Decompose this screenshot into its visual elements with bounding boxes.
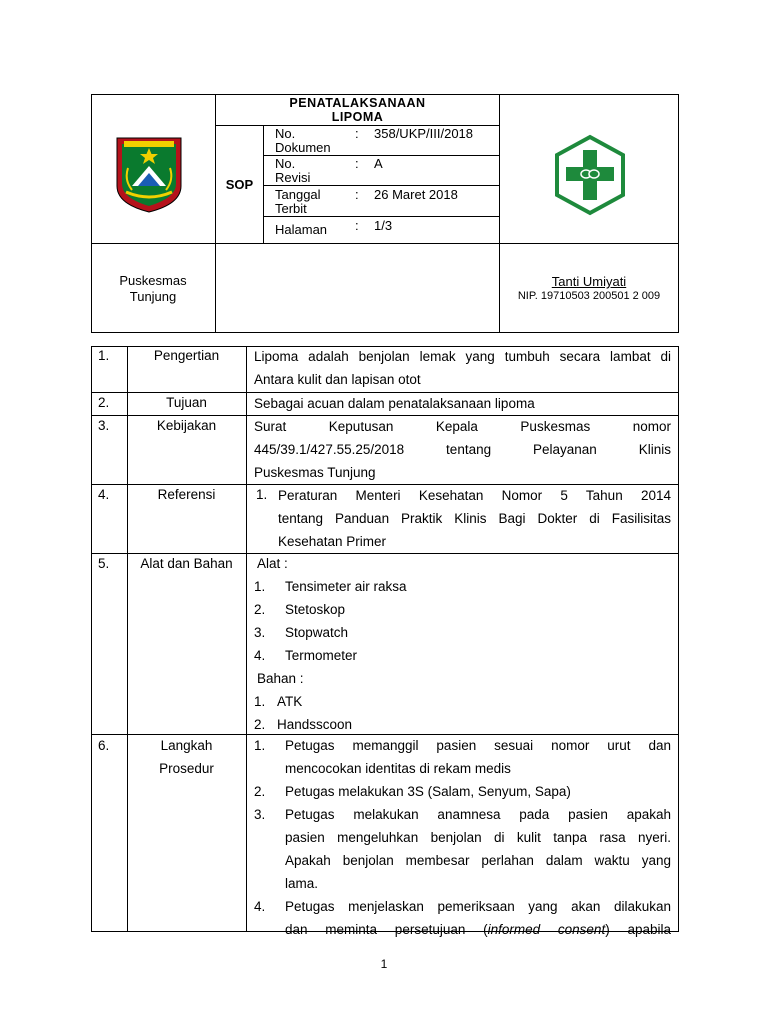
document-title-line2: LIPOMA [331, 110, 384, 124]
step-number: 1. [254, 738, 266, 753]
list-number: 2. [254, 602, 266, 617]
list-number: 1. [254, 579, 266, 594]
list-item: ATK [277, 694, 303, 709]
row-title: Langkah [160, 738, 213, 753]
step-text-line: Petugas melakukan 3S (Salam, Senyum, Sapa) [285, 784, 571, 799]
meta-label: Terbit [275, 201, 307, 216]
step-text-line: pasien mengeluhkan benjolan di kulit tanpa rasa nyeri. [285, 830, 671, 845]
row-number: 1. [98, 348, 110, 363]
step-text-italic: informed consent [487, 922, 606, 937]
alat-label: Alat : [257, 556, 288, 571]
organization-name-line1: Puskesmas [119, 273, 187, 288]
list-number: 1. [254, 694, 266, 709]
meta-value: A [374, 156, 383, 171]
signer-nip: NIP. 19710503 200501 2 009 [517, 290, 661, 302]
meta-value: 358/UKP/III/2018 [374, 126, 474, 141]
step-text-fragment: ) apabila [605, 922, 671, 937]
step-text-line: Petugas memanggil pasien sesuai nomor urut dan [285, 738, 671, 753]
meta-colon: : [355, 126, 359, 141]
row-number: 2. [98, 395, 110, 410]
step-number: 4. [254, 899, 266, 914]
list-number: 1. [256, 487, 268, 502]
step-text-line: Petugas menjelaskan pemeriksaan yang akan dilakukan [285, 899, 671, 914]
sop-label: SOP [225, 177, 254, 192]
list-number: 4. [254, 648, 266, 663]
step-text-line: mencocokan identitas di rekam medis [285, 761, 511, 776]
document-title-line1: PENATALAKSANAAN [289, 96, 426, 110]
row-number: 4. [98, 487, 110, 502]
list-number: 3. [254, 625, 266, 640]
row-text-line: Puskesmas Tunjung [254, 465, 376, 480]
row-title: Referensi [157, 487, 216, 502]
row-title: Kebijakan [156, 418, 217, 433]
meta-label: Dokumen [275, 140, 331, 155]
step-text-line-last [285, 918, 671, 941]
meta-value: 26 Maret 2018 [374, 187, 458, 202]
row-title: Tujuan [166, 395, 207, 410]
row-number: 5. [98, 556, 110, 571]
row-text-line: Peraturan Menteri Kesehatan Nomor 5 Tahun 2014 [278, 488, 671, 503]
meta-label: Revisi [275, 170, 311, 185]
step-number: 3. [254, 807, 266, 822]
row-title: Prosedur [159, 761, 214, 776]
list-item: Stetoskop [285, 602, 346, 617]
row-text-line: Kesehatan Primer [278, 534, 387, 549]
organization-name-line2: Tunjung [129, 289, 177, 304]
meta-colon: : [355, 187, 359, 202]
list-item: Handsscoon [277, 717, 353, 732]
meta-label: Tanggal [275, 187, 321, 202]
list-item: Stopwatch [285, 625, 349, 640]
row-number: 6. [98, 738, 110, 753]
meta-colon: : [355, 218, 359, 233]
meta-label: Halaman [275, 222, 328, 237]
bahan-label: Bahan : [257, 671, 304, 686]
step-text-line: Apakah benjolan membesar perlahan dalam waktu yang [285, 853, 671, 868]
regency-logo [112, 134, 186, 214]
step-number: 2. [254, 784, 266, 799]
list-number: 2. [254, 717, 266, 732]
row-number: 3. [98, 418, 110, 433]
list-item: Termometer [285, 648, 358, 663]
signer-name: Tanti Umiyati [551, 274, 627, 289]
step-text-line: lama. [285, 876, 319, 891]
row-text-line: Sebagai acuan dalam penatalaksanaan lipoma [254, 396, 535, 411]
puskesmas-logo [553, 134, 627, 216]
row-text-line: Antara kulit dan lapisan otot [254, 372, 421, 387]
row-text-line: tentang Panduan Praktik Klinis Bagi Dokter di Fasilisitas [278, 511, 671, 526]
row-text-line: Lipoma adalah benjolan lemak yang tumbuh secara lambat di [254, 349, 671, 364]
row-text-line: Surat Keputusan Kepala Puskesmas nomor [254, 419, 671, 434]
row-text-line: 445/39.1/427.55.25/2018 tentang Pelayanan Klinis [254, 442, 671, 457]
meta-label: No. [275, 126, 296, 141]
list-item: Tensimeter air raksa [285, 579, 407, 594]
meta-value: 1/3 [374, 218, 393, 233]
row-title: Pengertian [153, 348, 220, 363]
row-title: Alat dan Bahan [140, 556, 233, 571]
step-text-fragment: dan meminta persetujuan ( [285, 922, 488, 937]
step-text-line: Petugas melakukan anamnesa pada pasien apakah [285, 807, 671, 822]
meta-colon: : [355, 156, 359, 171]
page-number: 1 [380, 957, 388, 971]
meta-label: No. [275, 156, 296, 171]
